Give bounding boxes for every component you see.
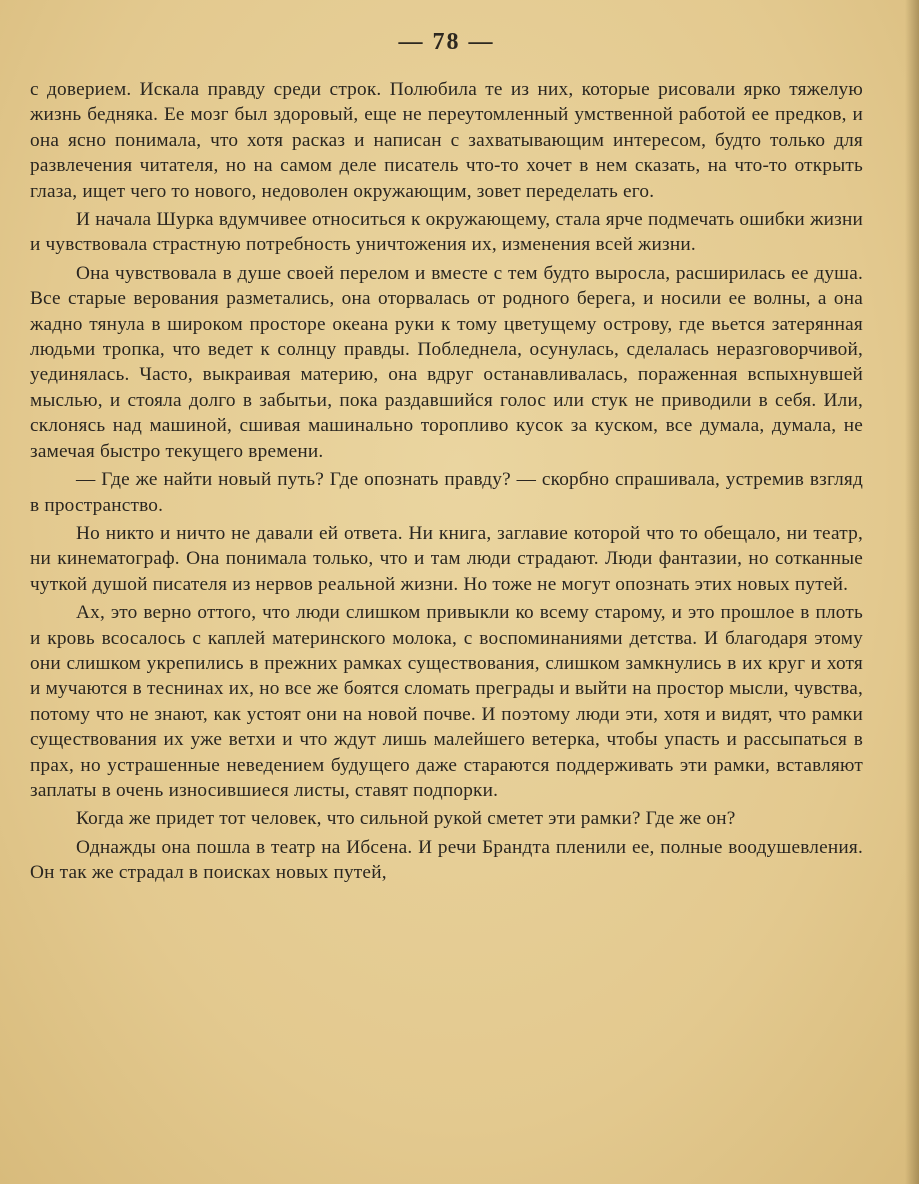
paragraph: Ах, это верно оттого, что люди слишком привыкли ко всему старому, и это прошлое в плоть и кровь всосалось с каплей материнского молока, с воспоминаниями детства. И благодаря этому они слишком укрепились в прежних рамках существования, слишком замкнулись в их круг и хотя и мучаются в теснинах их, но все же боятся сломать преграды и выйти на простор мысли, чувства, потому что не знают, как устоят они на новой почве. И поэтому люди эти, хотя и видят, что рамки существования их уже ветхи и что ждут лишь малейшего ветерка, чтобы упасть и рассыпаться в прах, но устрашенные неведением будущего даже стараются поддерживать эти рамки, вставляют заплаты в очень износившиеся листы, ставят подпорки. <box>30 602 863 801</box>
page-edge-shadow <box>905 0 919 1184</box>
paragraph: с доверием. Искала правду среди строк. Полюбила те из них, которые рисовали ярко тяжелую жизнь бедняка. Ее мозг был здоровый, еще не переутомленный умственной работой ее предков, и она ясно понимала, что хотя расказ и написан с захватывающим интересом, будто только для развлечения читателя, но на самом деле писатель что-то хочет в нем сказать, на что-то открыть глаза, ищет чего то нового, недоволен окружающим, зовет переделать его. <box>30 79 863 202</box>
paragraph: — Где же найти новый путь? Где опознать правду? — скорбно спрашивала, устремив взгляд в пространство. <box>30 469 863 516</box>
page-number: — 78 — <box>398 29 495 55</box>
paragraph: Когда же придет тот человек, что сильной рукой сметет эти рамки? Где же он? <box>76 808 736 830</box>
body-text <box>30 77 863 886</box>
paragraph: И начала Шурка вдумчивее относиться к окружающему, стала ярче подмечать ошибки жизни и чувствовала страстную потребность уничтожения их, изменения всей жизни. <box>30 209 863 256</box>
paragraph: Она чувствовала в душе своей перелом и вместе с тем будто выросла, расширилась ее душа. Все старые верования разметались, она оторвалась от родного берега, и носили ее волны, а она жадно тянула в широком просторе океана руки к тому цветущему острову, где вьется затерянная людьми тропка, что ведет к солнцу правды. Побледнела, осунулась, сделалась неразговорчивой, уединялась. Часто, выкраивая материю, она вдруг останавливалась, пораженная вспыхнувшей мыслью, и стояла долго в забытьи, пока раздавшийся голос или стук не приводили в себя. Или, склонясь над машиной, сшивая машинально торопливо кусок за куском, все думала, думала, не замечая быстро текущего времени. <box>30 262 863 462</box>
paragraph: Но никто и ничто не давали ей ответа. Ни книга, заглавие которой что то обещало, ни театр, ни кинематограф. Она понимала только, что и там люди страдают. Люди фантазии, но сотканные чуткой душой писателя из нервов реальной жизни. Но тоже не могут опознать этих новых путей. <box>30 522 863 595</box>
paragraph: Однажды она пошла в театр на Ибсена. И речи Брандта пленили ее, полные воодушевления. Он так же страдал в поисках новых путей, <box>30 836 863 884</box>
